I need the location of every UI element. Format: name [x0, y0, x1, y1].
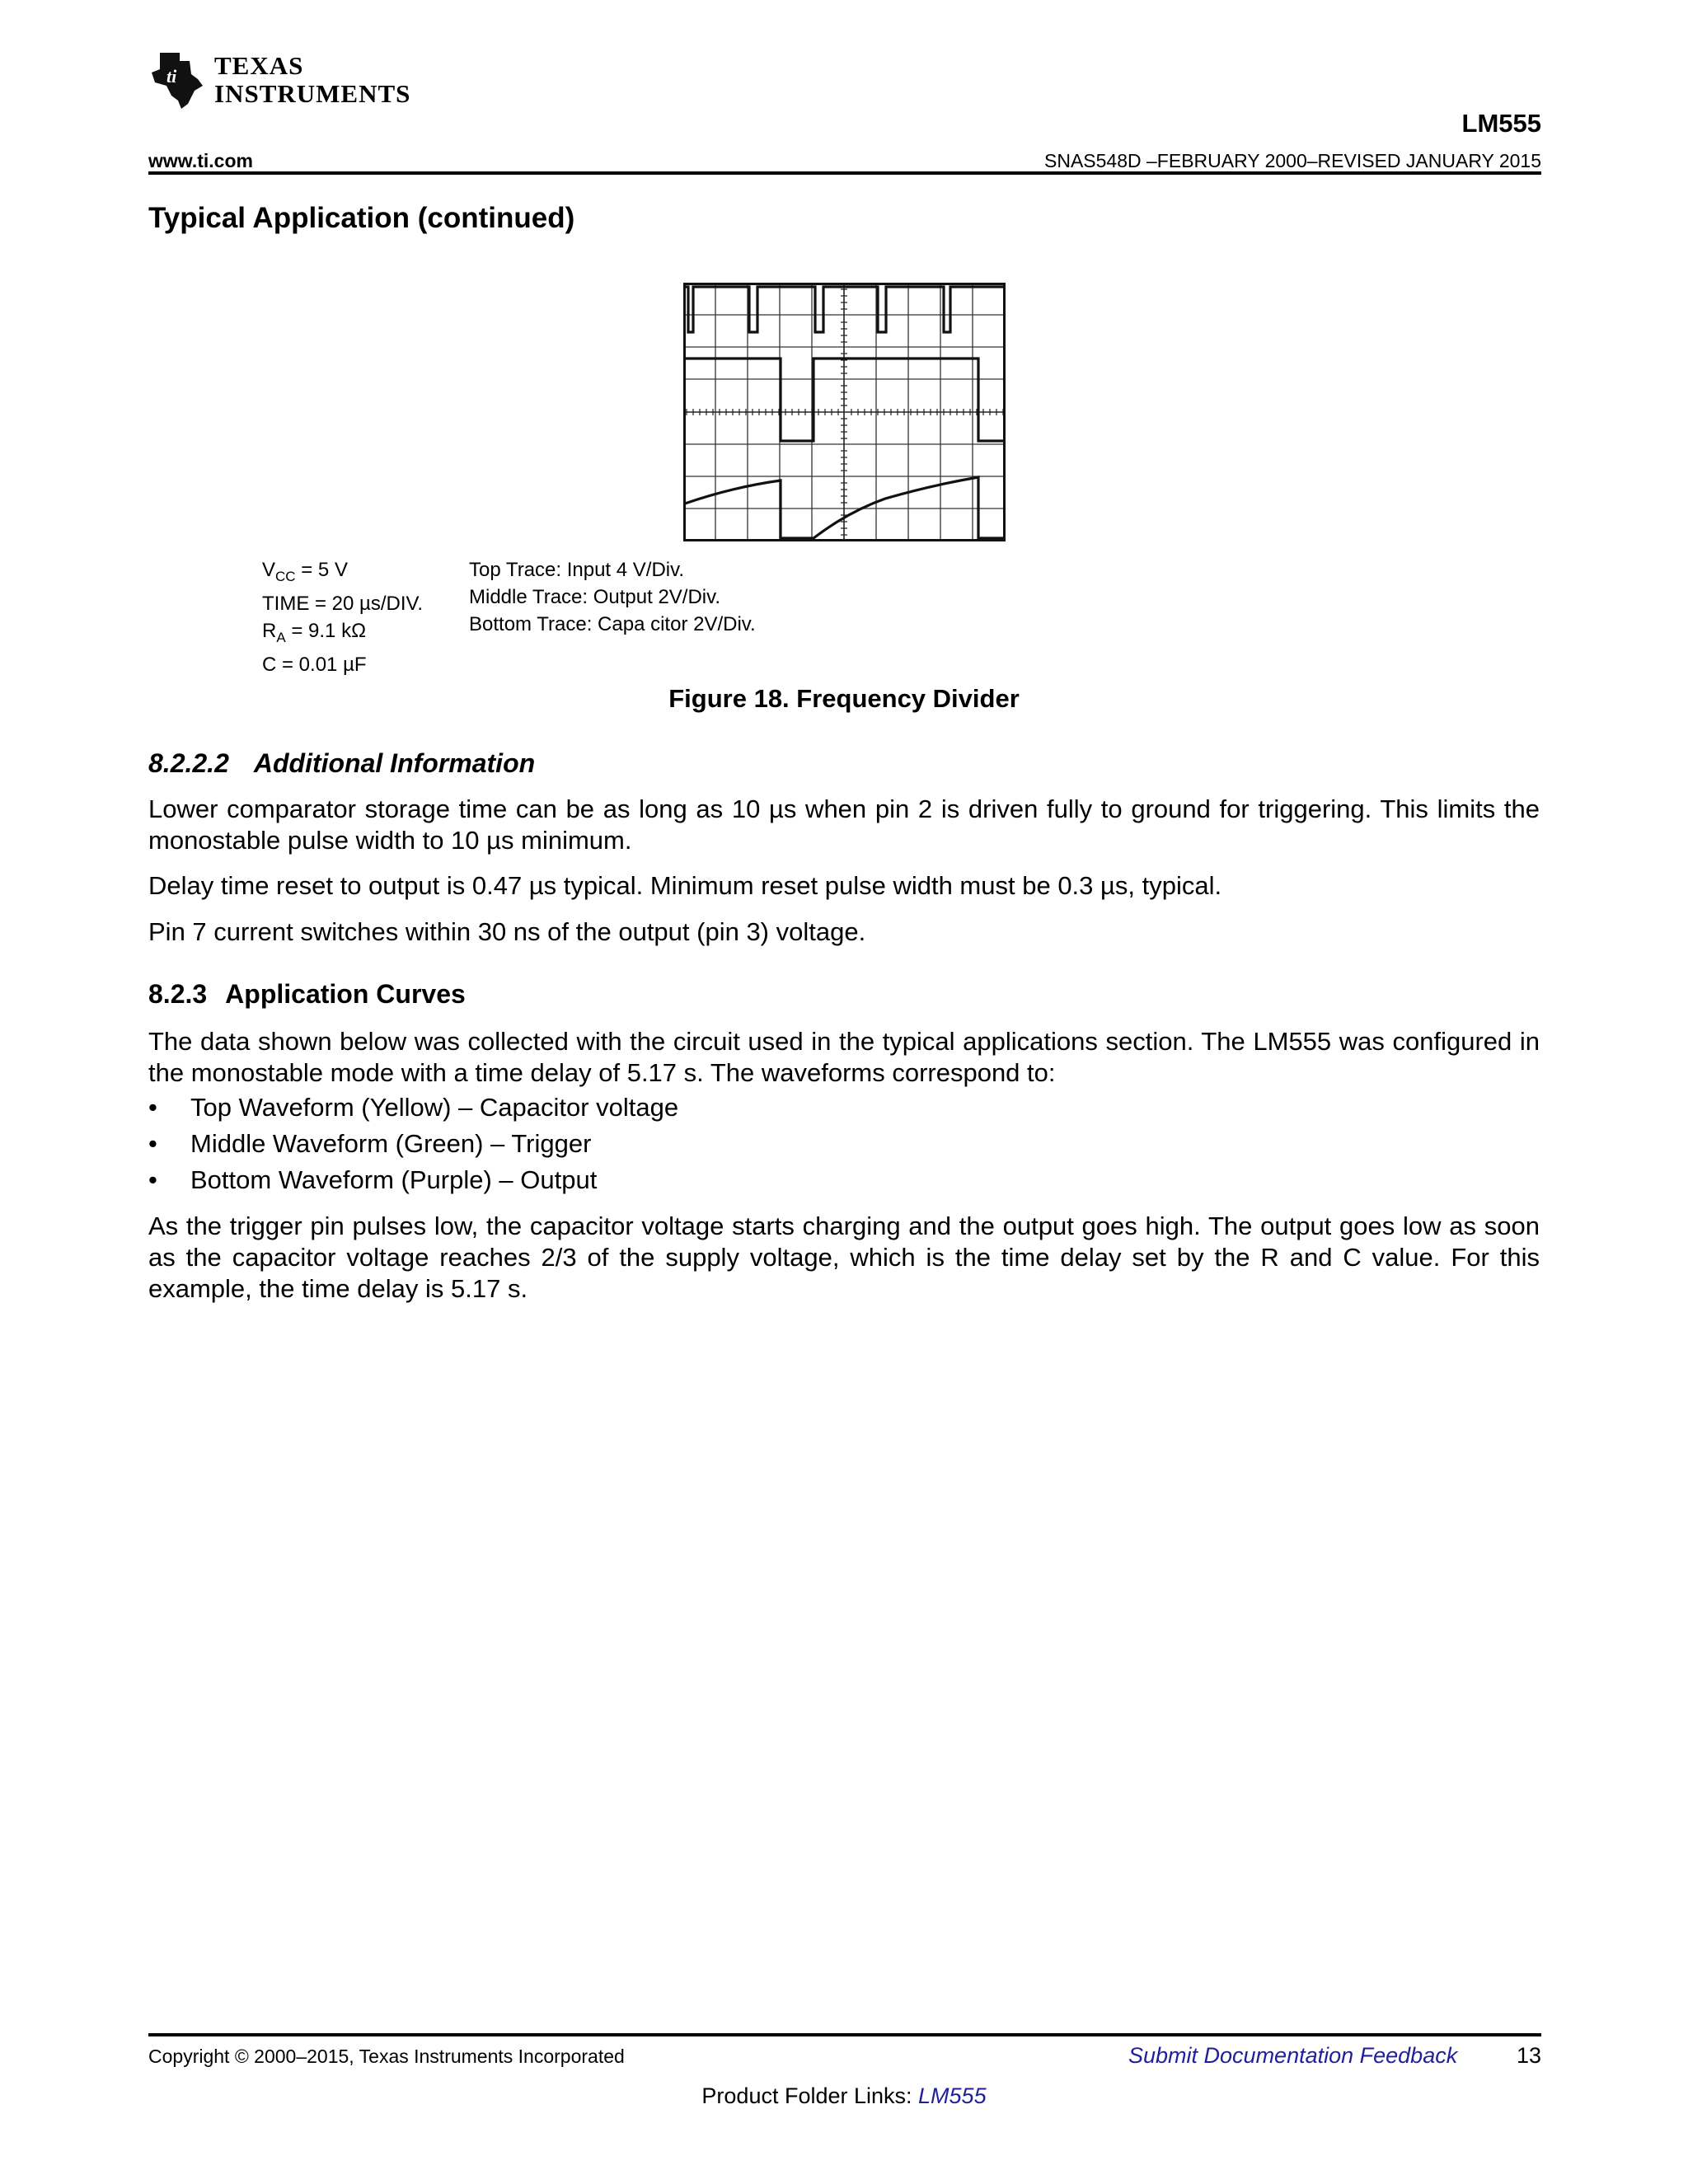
oscilloscope-figure [683, 283, 1006, 541]
trace-bottom: Bottom Trace: Capa citor 2V/Div. [469, 613, 756, 635]
condition-ra: $R_A = 9.1$ kΩ [262, 619, 367, 645]
document-id: SNAS548D –FEBRUARY 2000–REVISED JANUARY 2015 [1044, 150, 1541, 171]
folder-links-label: Product Folder Links: [701, 2083, 919, 2108]
figure-caption: Figure 18. Frequency Divider [668, 684, 1020, 713]
trace-top: Top Trace: Input 4 V/Div. [469, 559, 685, 581]
paragraph-intro: The data shown below was collected with the circuit used in the typical applications section. The LM555 was configured in the monostable mode with a time delay of 5.17 s. The waveforms correspond to: [148, 1027, 1540, 1087]
lm555-link[interactable]: LM555 [918, 2083, 987, 2108]
additional-info-number: 8.2.2.2 [148, 748, 229, 778]
waveform-list [148, 1090, 1540, 1198]
logo-line-2: INSTRUMENTS [214, 79, 411, 108]
svg-text:ti: ti [166, 66, 177, 87]
condition-c: C = 0.01 µF [262, 653, 367, 676]
page-number: 13 [1516, 2043, 1541, 2068]
product-name: LM555 [1461, 109, 1541, 138]
paragraph-comparator: Lower comparator storage time can be as long as 10 µs when pin 2 is driven fully to ground for triggering. This limits the monostable pulse width to 10 µs minimum. [148, 794, 1540, 855]
submit-feedback-link[interactable]: Submit Documentation Feedback [1128, 2043, 1458, 2068]
condition-vcc: $V_{CC} = 5$ V [262, 559, 348, 584]
site-url[interactable]: www.ti.com [148, 150, 253, 171]
paragraph-pin7: Pin 7 current switches within 30 ns of the output (pin 3) voltage. [148, 917, 866, 946]
additional-info-heading [148, 748, 535, 779]
logo-line-1: TEXAS [214, 51, 304, 80]
paragraph-delay: Delay time reset to output is 0.47 µs typical. Minimum reset pulse width must be 0.3 µs, typical. [148, 871, 1222, 900]
list-item: • Top Waveform (Yellow) – Capacitor voltage [148, 1090, 1540, 1126]
application-curves-title: Application Curves [225, 979, 466, 1009]
ti-state-icon [148, 49, 206, 110]
bullet-marker: • [148, 1129, 157, 1158]
figure-conditions [262, 556, 423, 678]
additional-info-title: Additional Information [253, 748, 536, 778]
list-item: • Middle Waveform (Green) – Trigger [148, 1126, 1540, 1162]
product-folder-links [0, 2083, 1688, 2109]
header-rule [148, 171, 1541, 175]
bullet-marker: • [148, 1165, 157, 1194]
application-curves-heading [148, 979, 466, 1010]
ti-logo [148, 48, 420, 114]
application-curves-number: 8.2.3 [148, 979, 208, 1009]
list-item: • Bottom Waveform (Purple) – Output [148, 1162, 1540, 1198]
paragraph-closing: As the trigger pin pulses low, the capacitor voltage starts charging and the output goes high. The output goes low as soon as the capacitor voltage reaches 2/3 of the supply voltage, which is the time delay set by the R and C value. For this example, the time delay is 5.17 s. [148, 1212, 1540, 1303]
section-title: Typical Application (continued) [148, 202, 575, 234]
bullet-marker: • [148, 1093, 157, 1122]
copyright: Copyright © 2000–2015, Texas Instruments Incorporated [148, 2046, 625, 2067]
condition-time: TIME = 20 µs/DIV. [262, 592, 424, 615]
footer-rule [148, 2033, 1541, 2036]
trace-middle: Middle Trace: Output 2V/Div. [469, 586, 721, 608]
trace-legend [469, 556, 756, 638]
